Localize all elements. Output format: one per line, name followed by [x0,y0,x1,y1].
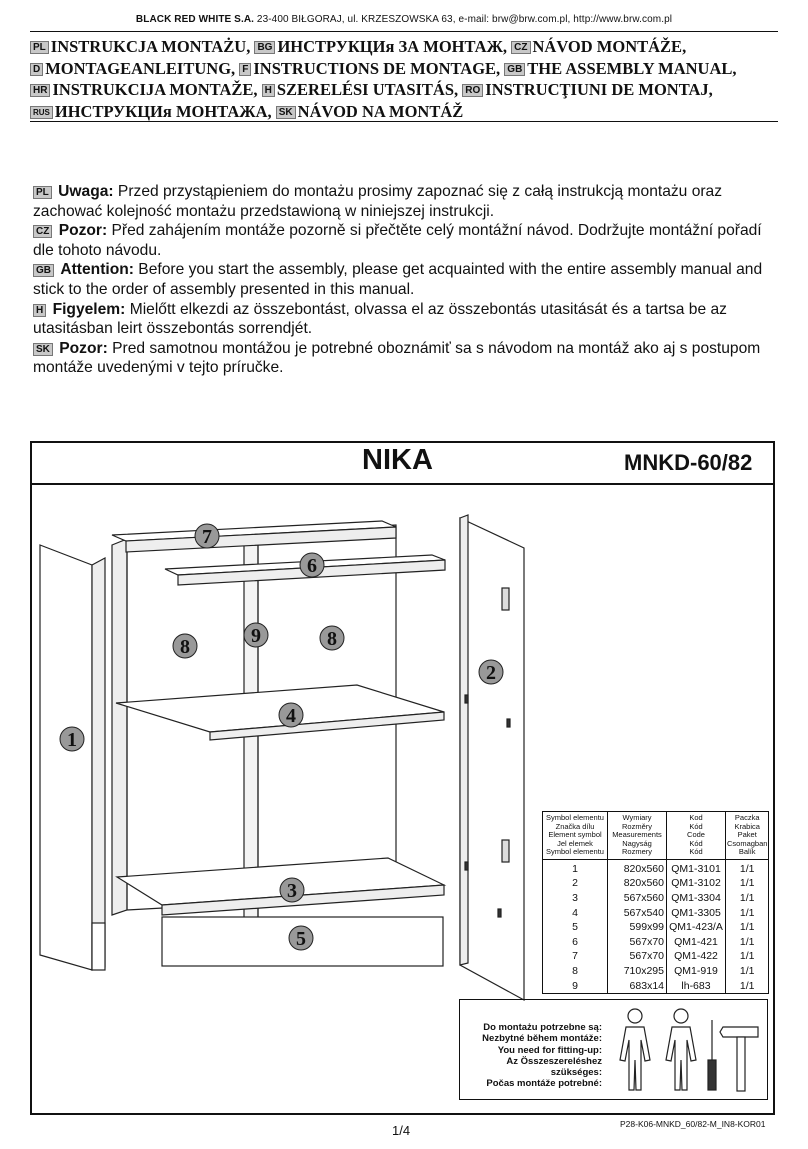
company-header [0,14,808,25]
lang-tag: PL [33,186,52,199]
assembly-notes [33,182,778,378]
lang-tag: GB [33,264,54,277]
note-text: Before you start the assembly, please get acquainted with the entire assembly manual and stick to the order of assembly presented in this manual. [33,261,763,298]
part-label-8b: 8 [327,628,337,650]
lang-tag: RUS [30,106,53,119]
table-row: 3 567x560 QM1-3304 1/1 [543,891,769,906]
note-label: Uwaga: [58,183,114,200]
hole [498,909,501,917]
table-row: 1 820x560 QM1-3101 1/1 [543,859,769,876]
screwdriver-icon [708,1020,716,1090]
title-text: INSTRUCŢIUNI DE MONTAJ, [485,80,713,99]
part-label-1: 1 [67,729,77,751]
part-2-side [460,518,524,1000]
product-name: NIKA [362,444,433,476]
lang-tag: D [30,63,43,76]
part-1-foot [92,923,105,970]
title-line [30,36,778,58]
part-1-edge [92,558,105,970]
title-text: ИНСТРУКЦИя МОНТАЖА, [54,101,272,121]
lang-tag: SK [276,106,296,119]
note-gb [33,260,778,299]
table-row: 4 567x540 QM1-3305 1/1 [543,905,769,920]
lang-tag: HR [30,84,50,97]
lang-tag: SK [33,343,53,356]
header-package: Paczka Krabica Paket Csomagban Balík [726,812,769,860]
hole [465,695,468,703]
lang-tag: H [262,84,275,97]
page-number: 1/4 [392,1123,411,1138]
parts-table-header [543,812,769,860]
note-label: Pozor: [58,222,108,240]
lang-tag: BG [254,41,275,54]
table-row: 5 599x99 QM1-423/A 1/1 [543,920,769,935]
back-edge [112,539,127,915]
tools-needed-text: Do montażu potrzebne są: Nezbytné během montáže: You need for fitting-up: Az Összeszereléshez szükséges: Počas montáže potrebné: [482,1022,602,1090]
hole [465,862,468,870]
table-row: 2 820x560 QM1-3102 1/1 [543,876,769,891]
lang-tag: H [33,304,46,317]
manual-titles [30,36,778,122]
note-text: Mielőtt elkezdi az összebontást, olvassa el az összebontás utasitását és a tartsa be az utasitásban leirt összebontás sorrendjét. [33,300,727,338]
company-name: BLACK RED WHITE S.A. [135,14,255,25]
part-label-6: 6 [307,555,317,577]
title-line [30,58,778,80]
note-cz [33,221,778,260]
note-text: Pred samotnou montážou je potrebné oboznámiť sa s návodom na montáž ako aj s postupom montáže uvedenými v tejto príručke. [33,339,761,377]
person-icon [666,1009,696,1090]
note-label: Attention: [60,261,134,279]
note-h [33,300,778,339]
lang-tag: F [239,63,251,76]
part-label-5: 5 [296,928,306,950]
lang-tag: CZ [33,225,52,238]
title-text: ИНСТРУКЦИя ЗА МОНТАЖ, [277,37,508,56]
title-text: INSTRUKCJA MONTAŻU, [50,37,251,56]
part-label-9: 9 [251,625,261,647]
note-sk [33,339,778,378]
header-symbol: Symbol elementu Značka dílu Element symbol Jel elemek Symbol elementu [543,812,608,860]
part-label-8: 8 [180,636,190,658]
part-1-side [40,545,92,970]
parts-table [542,811,769,994]
part-label-7: 7 [202,526,212,548]
lang-tag: PL [30,41,49,54]
title-text: THE ASSEMBLY MANUAL, [527,58,737,78]
company-address: 23-400 BIŁGORAJ, ul. KRZESZOWSKA 63, e-mail: brw@brw.com.pl, http://www.brw.com.pl [256,14,673,25]
note-text: Před zahájením montáže pozorně si přečtěte celý montážní návod. Dodržujte montážní pořadí dle tohoto návodu. [33,222,762,259]
header-rule-top [30,31,778,32]
header-code: Kod Kód Code Kód Kód [667,812,726,860]
hole [507,719,510,727]
lang-tag: CZ [511,41,530,54]
note-pl [33,182,778,221]
tools-illustration [608,1005,766,1095]
header-dimensions: Wymiary Rozměry Measurements Nagyság Rozmery [608,812,667,860]
part-label-3: 3 [287,880,297,902]
title-text: MONTAGEANLEITUNG, [45,58,236,78]
note-text: Przed przystąpieniem do montażu prosimy zapoznać się z całą instrukcją montażu oraz zachować kolejność montażu przedstawioną w niniejszej instrukcji. [33,183,723,220]
part-label-2: 2 [486,662,496,684]
hammer-icon [720,1027,758,1091]
part-2-edge [460,515,468,965]
hinge [502,840,509,862]
note-label: Figyelem: [52,300,126,318]
note-label: Pozor: [59,339,108,357]
title-text: NÁVOD MONTÁŽE, [532,37,687,56]
part-label-4: 4 [286,705,296,727]
table-row: 6 567x70 QM1-421 1/1 [543,934,769,949]
product-code: MNKD-60/82 [624,450,753,475]
title-line [30,79,778,101]
title-text: INSTRUKCIJA MONTAŽE, [52,80,258,99]
hinge [502,588,509,610]
person-icon [620,1009,650,1090]
lang-tag: GB [504,63,525,76]
lang-tag: RO [462,84,483,97]
header-rule-bottom [30,121,778,122]
title-text: INSTRUCTIONS DE MONTAGE, [253,58,501,78]
title-text: SZERELÉSI UTASITÁS, [276,80,459,99]
table-row: 8 710x295 QM1-919 1/1 [543,964,769,979]
document-code: P28-K06-MNKD_60/82-M_IN8-KOR01 [620,1119,766,1129]
part-4-shelf [116,685,444,732]
title-text: NÁVOD NA MONTÁŽ [297,101,464,121]
table-row: 7 567x70 QM1-422 1/1 [543,949,769,964]
title-line [30,101,778,123]
table-row: 9 683x14 lh-683 1/1 [543,978,769,993]
